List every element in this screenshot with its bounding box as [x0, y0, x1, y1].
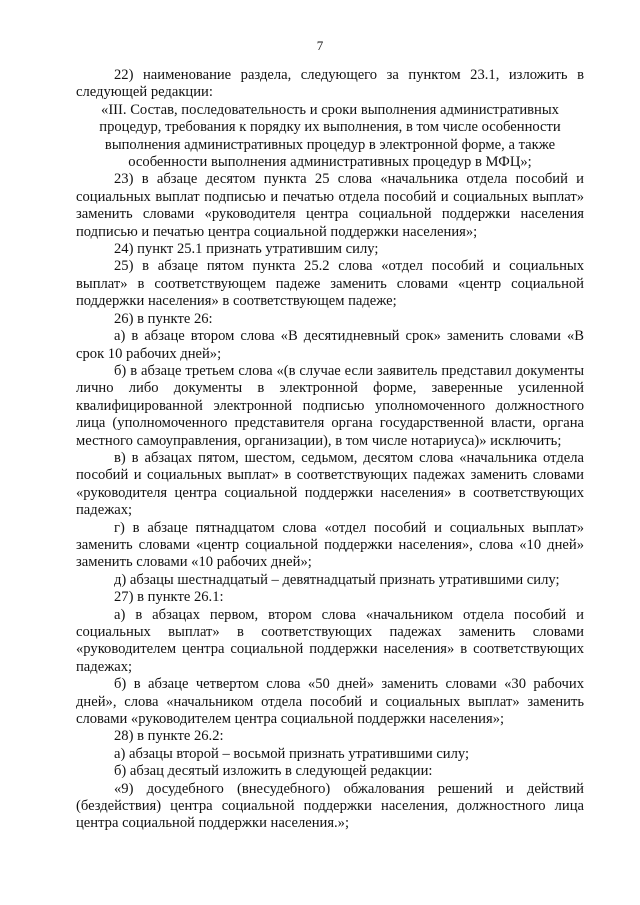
amendment-paragraph: а) в абзацах первом, втором слова «начальником отдела пособий и социальных выплат» в соответствующих падежах заменить словами «руководителем центра социальной поддержки населения» в соответствующих падежах; — [76, 606, 584, 675]
amendment-paragraph: в) в абзацах пятом, шестом, седьмом, десятом слова «начальника отдела пособий и социальных выплат» в соответствующих падежах заменить словами «руководителя центра социальной поддержки населения» в соответствующих падежах; — [76, 449, 584, 519]
page-number: 7 — [316, 38, 324, 53]
amendment-paragraph: г) в абзаце пятнадцатом слова «отдел пособий и социальных выплат» заменить словами «центр социальной поддержки населения», слова «10 дней» заменить словами «10 рабочих дней»; — [76, 519, 584, 571]
amendment-paragraph: 23) в абзаце десятом пункта 25 слова «начальника отдела пособий и социальных выплат подписью и печатью отдела пособий и социальных выплат» заменить словами «руководителя центра социальной поддержки населения подписью и печатью центра социальной поддержки населения»; — [76, 171, 584, 240]
amendment-paragraph: д) абзацы шестнадцатый – девятнадцатый признать утратившими силу; — [114, 571, 560, 588]
amendment-paragraph: а) в абзаце втором слова «В десятидневный срок» заменить словами «В срок 10 рабочих дней»; — [76, 328, 584, 362]
amendment-paragraph: 27) в пункте 26.1: — [114, 589, 224, 606]
section-heading-quote: «III. Состав, последовательность и сроки выполнения административных процедур, требования к порядку их выполнения, в том числе особенности выполнения административных процедур в электронной форме, а также особенности выполнения административных процедур в МФЦ»; — [99, 101, 561, 171]
amendment-paragraph: 25) в абзаце пятом пункта 25.2 слова «отдел пособий и социальных выплат» в соответствующем падеже заменить словами «центр социальной поддержки населения» в соответствующем падеже; — [76, 258, 584, 310]
amendment-paragraph: б) в абзаце третьем слова «(в случае если заявитель представил документы лично либо документы в электронной форме, заверенные усиленной квалифицированной электронной подписью уполномоченного должностного лица (уполномоченного представителя органа государственной власти, органа местного самоуправления, организации), в том числе нотариуса)» исключить; — [76, 362, 584, 449]
amendment-paragraph: 26) в пункте 26: — [114, 310, 213, 327]
amendment-paragraph: б) абзац десятый изложить в следующей редакции: — [114, 763, 433, 780]
amendment-paragraph: 28) в пункте 26.2: — [114, 728, 224, 745]
amendment-paragraph: 22) наименование раздела, следующего за пунктом 23.1, изложить в следующей редакции: — [76, 67, 584, 101]
amendment-paragraph: б) в абзаце четвертом слова «50 дней» заменить словами «30 рабочих дней», слова «начальником отдела пособий и социальных выплат» заменить словами «руководителем центра социальной поддержки населения»; — [76, 676, 584, 728]
amendment-paragraph: 24) пункт 25.1 признать утратившим силу; — [114, 241, 379, 258]
amendment-paragraph: «9) досудебного (внесудебного) обжалования решений и действий (бездействия) центра социальной поддержки населения, должностного лица центра социальной поддержки населения.»; — [76, 780, 584, 832]
document-body — [76, 67, 584, 833]
amendment-paragraph: а) абзацы второй – восьмой признать утратившими силу; — [114, 745, 470, 762]
